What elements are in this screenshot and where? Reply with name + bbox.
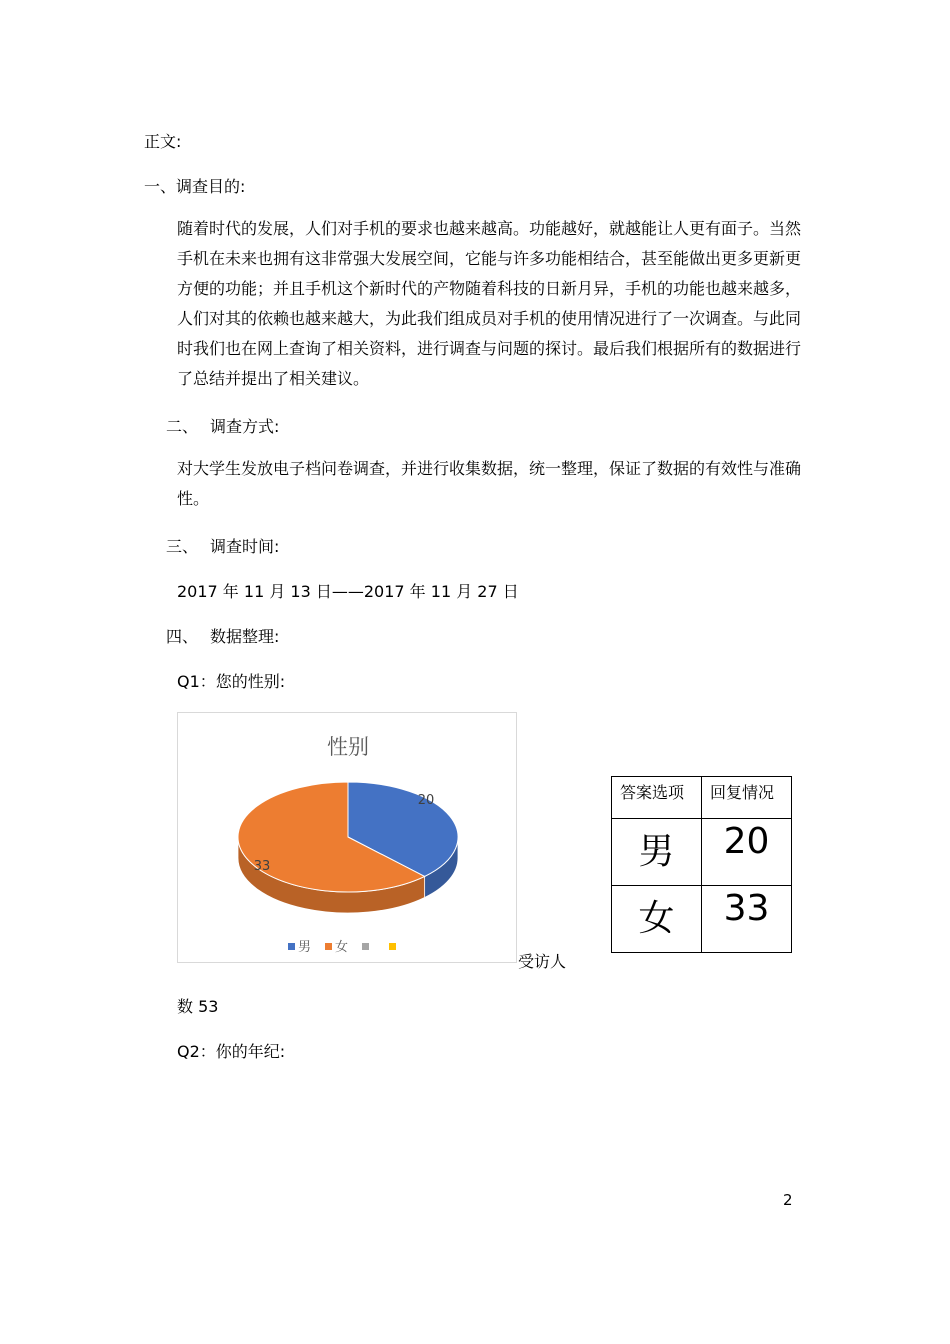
gender-pie-chart	[177, 712, 517, 963]
legend-swatch	[362, 943, 369, 950]
section1-paragraph: 随着时代的发展，人们对手机的要求也越来越高。功能越好，就越能让人更有面子。当然手机在未来也拥有这非常强大发展空间，它能与许多功能相结合，甚至能做出更多更新更方便的功能；并且手机这个新时代的产物随着科技的日新月异，手机的功能也越来越多，人们对其的依赖也越来越大，为此我们组成员对手机的使用情况进行了一次调查。与此同时我们也在网上查询了相关资料，进行调查与问题的探讨。最后我们根据所有的数据进行了总结并提出了相关建议。	[177, 219, 802, 388]
count-female: 33	[723, 888, 770, 929]
table-row	[612, 886, 792, 953]
page-number: 2	[783, 1191, 793, 1209]
option-cell	[612, 819, 702, 886]
section2-heading: 调查方式:	[210, 417, 280, 436]
legend-label: 女	[335, 940, 349, 955]
section3-dates: 2017 年 11 月 13 日——2017 年 11 月 27 日	[177, 582, 519, 601]
section2-number: 二、	[166, 417, 199, 436]
count-cell	[702, 819, 792, 886]
respondents-text-a: 受访人	[518, 952, 567, 971]
section-body-label: 正文:	[144, 132, 182, 151]
legend-swatch	[325, 943, 332, 950]
section4-number: 四、	[166, 627, 199, 646]
option-female: 女	[638, 898, 675, 939]
section3-heading: 调查时间:	[210, 537, 280, 556]
count-cell	[702, 886, 792, 953]
respondents-text-b: 数 53	[177, 997, 219, 1016]
q1-label: Q1：您的性别:	[177, 672, 286, 691]
answers-table	[611, 776, 792, 953]
header-reply: 回复情况	[702, 777, 792, 819]
table-row	[612, 819, 792, 886]
option-male: 男	[638, 831, 675, 872]
section3-number: 三、	[166, 537, 199, 556]
pie-data-label: 33	[253, 859, 271, 874]
section1-heading: 一、调查目的:	[144, 177, 246, 196]
pie-chart-svg	[178, 713, 518, 964]
table-header-row	[612, 777, 792, 819]
legend-swatch	[389, 943, 396, 950]
header-option: 答案选项	[612, 777, 702, 819]
count-male: 20	[723, 821, 770, 862]
q2-label: Q2：你的年纪:	[177, 1042, 286, 1061]
option-cell	[612, 886, 702, 953]
legend-label: 男	[298, 940, 312, 955]
pie-data-label: 20	[417, 793, 435, 808]
section2-paragraph: 对大学生发放电子档问卷调查，并进行收集数据，统一整理，保证了数据的有效性与准确性。	[177, 459, 802, 508]
legend-swatch	[288, 943, 295, 950]
chart-title: 性别	[327, 735, 369, 759]
section4-heading: 数据整理:	[210, 627, 280, 646]
